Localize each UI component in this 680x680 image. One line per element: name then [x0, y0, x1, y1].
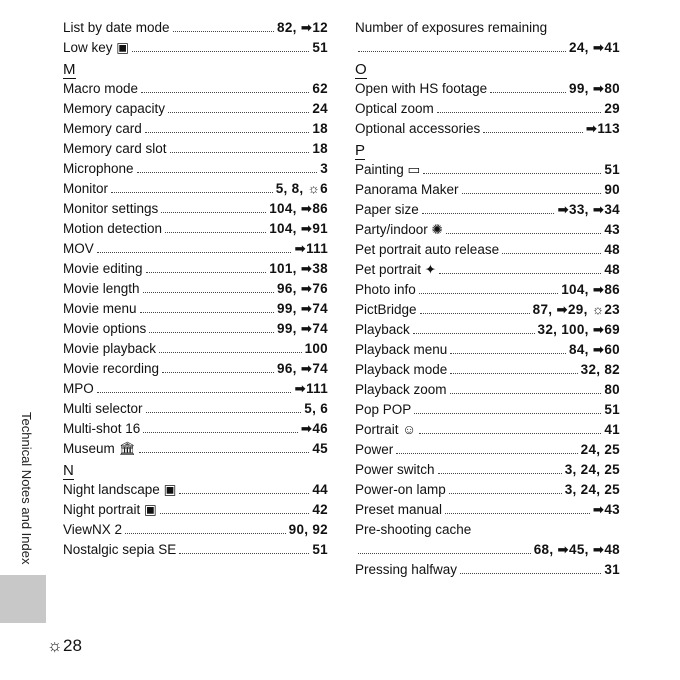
entry-pages: 41 [604, 422, 620, 437]
entry-pages: 32, 100, ➡69 [537, 322, 620, 337]
entry-pages: 68, ➡45, ➡48 [533, 542, 620, 557]
dot-leader [170, 152, 310, 153]
entry-label: Movie length [63, 281, 140, 296]
dot-leader [502, 253, 601, 254]
section-tab [0, 575, 46, 623]
index-entry [355, 180, 620, 200]
dot-leader [422, 213, 555, 214]
dot-leader [490, 92, 566, 93]
dot-leader [449, 493, 562, 494]
dot-leader [132, 51, 309, 52]
index-entry [355, 480, 620, 500]
entry-pages: ➡113 [585, 121, 620, 136]
entry-pages: 62 [312, 81, 328, 96]
index-entry [63, 439, 328, 459]
entry-label: Movie options [63, 321, 147, 336]
entry-pages: 18 [312, 141, 328, 156]
index-entry [63, 18, 328, 38]
index-entry [63, 79, 328, 99]
index-entry [63, 259, 328, 279]
index-entry [355, 160, 620, 180]
entry-label: Power switch [355, 462, 435, 477]
page-number [47, 636, 82, 656]
entry-label: Multi selector [63, 401, 143, 416]
index-entry [63, 119, 328, 139]
index-entry [355, 360, 620, 380]
dot-leader [143, 432, 297, 433]
entry-label: Movie playback [63, 341, 157, 356]
dot-leader [137, 172, 318, 173]
entry-pages: 101, ➡38 [269, 261, 328, 276]
index-entry [63, 520, 328, 540]
dot-leader [125, 533, 286, 534]
entry-pages: 45 [312, 441, 328, 456]
index-entry [355, 99, 620, 119]
dot-leader [143, 292, 275, 293]
section-side-label: Technical Notes and Index [19, 412, 34, 565]
dot-leader [146, 412, 302, 413]
entry-pages: 96, ➡76 [277, 281, 328, 296]
entry-label: Portrait ☺ [355, 422, 417, 437]
index-entry [355, 119, 620, 139]
dot-leader [450, 393, 602, 394]
dot-leader [358, 51, 566, 52]
dot-leader [141, 92, 309, 93]
dot-leader [446, 233, 602, 234]
entry-label: Open with HS footage [355, 81, 488, 96]
entry-label: Museum 🏛 [63, 441, 136, 456]
entry-label: Photo info [355, 282, 416, 297]
entry-pages: 99, ➡74 [277, 321, 328, 336]
entry-label: Power [355, 442, 394, 457]
entry-label: Preset manual [355, 502, 443, 517]
entry-label: Night landscape ▣ [63, 482, 177, 497]
entry-label: Microphone [63, 161, 134, 176]
dot-leader [414, 413, 601, 414]
index-entry [355, 79, 620, 99]
index-entry [355, 440, 620, 460]
dot-leader [145, 132, 310, 133]
entry-label: Macro mode [63, 81, 139, 96]
entry-label: ViewNX 2 [63, 522, 123, 537]
index-entry [355, 420, 620, 440]
entry-pages: 24, ➡41 [569, 40, 620, 55]
dot-leader [438, 473, 562, 474]
index-entry [355, 520, 620, 540]
entry-pages: 3 [320, 161, 328, 176]
entry-pages: 44 [312, 482, 328, 497]
index-entry [63, 399, 328, 419]
index-entry [63, 480, 328, 500]
dot-leader [445, 513, 590, 514]
dot-leader [413, 333, 535, 334]
index-entry [63, 239, 328, 259]
index-column-right [355, 18, 620, 580]
entry-pages: 31 [604, 562, 620, 577]
entry-label: Pop POP [355, 402, 412, 417]
index-letter-heading [355, 58, 620, 79]
entry-pages: 3, 24, 25 [564, 462, 620, 477]
dot-leader [437, 112, 602, 113]
dot-leader [450, 373, 577, 374]
index-column-left [63, 18, 328, 560]
dot-leader [460, 573, 601, 574]
dot-leader [396, 453, 577, 454]
entry-pages: 18 [312, 121, 328, 136]
index-entry [63, 219, 328, 239]
entry-label: Nostalgic sepia SE [63, 542, 177, 557]
index-entry [355, 380, 620, 400]
entry-pages: 29 [604, 101, 620, 116]
dot-leader [159, 352, 302, 353]
index-entry [355, 260, 620, 280]
index-entry [63, 159, 328, 179]
index-entry [355, 500, 620, 520]
entry-label: Memory capacity [63, 101, 166, 116]
entry-label: Number of exposures remaining [355, 20, 548, 35]
entry-pages: 51 [312, 40, 328, 55]
entry-pages: 3, 24, 25 [564, 482, 620, 497]
entry-label: MOV [63, 241, 94, 256]
entry-label: Pre-shooting cache [355, 522, 472, 537]
index-entry [355, 560, 620, 580]
index-entry [355, 220, 620, 240]
dot-leader [168, 112, 309, 113]
dot-leader [439, 273, 601, 274]
index-entry [63, 500, 328, 520]
entry-label: PictBridge [355, 302, 417, 317]
dot-leader [97, 392, 292, 393]
dot-leader [420, 313, 530, 314]
entry-label: Monitor settings [63, 201, 159, 216]
entry-label: Multi-shot 16 [63, 421, 141, 436]
reference-icon: ☼ [47, 636, 63, 655]
entry-label: Movie menu [63, 301, 137, 316]
index-entry [355, 400, 620, 420]
entry-pages: 104, ➡86 [269, 201, 328, 216]
entry-pages: 5, 8, ☼6 [275, 181, 328, 196]
entry-pages: 51 [604, 402, 620, 417]
dot-leader [162, 372, 274, 373]
entry-label: Movie editing [63, 261, 143, 276]
dot-leader [173, 31, 274, 32]
entry-label: Pressing halfway [355, 562, 458, 577]
entry-pages: 90, 92 [288, 522, 328, 537]
dot-leader [165, 232, 266, 233]
entry-label: Playback menu [355, 342, 448, 357]
index-entry [355, 320, 620, 340]
dot-leader [179, 493, 309, 494]
index-entry [63, 279, 328, 299]
entry-label: Pet portrait auto release [355, 242, 500, 257]
entry-pages: 99, ➡80 [569, 81, 620, 96]
index-entry [355, 460, 620, 480]
entry-pages: 5, 6 [304, 401, 328, 416]
dot-leader [146, 272, 267, 273]
index-letter-heading [355, 139, 620, 160]
index-entry [63, 299, 328, 319]
index-entry [63, 38, 328, 58]
entry-pages: ➡46 [300, 421, 328, 436]
entry-label: Night portrait ▣ [63, 502, 157, 517]
dot-leader [419, 293, 558, 294]
entry-pages: 24 [312, 101, 328, 116]
letter-text: O [355, 61, 367, 78]
entry-pages: 104, ➡91 [269, 221, 328, 236]
entry-label: MPO [63, 381, 94, 396]
entry-label: Movie recording [63, 361, 160, 376]
dot-leader [179, 553, 309, 554]
entry-pages: 48 [604, 242, 620, 257]
entry-pages: ➡43 [592, 502, 620, 517]
entry-pages: 32, 82 [580, 362, 620, 377]
index-entry [355, 240, 620, 260]
entry-pages: 51 [604, 162, 620, 177]
dot-leader [140, 312, 275, 313]
index-entry [355, 38, 620, 58]
entry-label: Playback zoom [355, 382, 447, 397]
dot-leader [97, 252, 292, 253]
entry-pages: 100 [304, 341, 328, 356]
index-entry [355, 300, 620, 320]
entry-pages: 90 [604, 182, 620, 197]
entry-pages: 96, ➡74 [277, 361, 328, 376]
page-number-text: 28 [63, 636, 82, 655]
entry-label: Low key ▣ [63, 40, 130, 55]
entry-pages: ➡111 [294, 241, 328, 256]
entry-label: Motion detection [63, 221, 163, 236]
entry-pages: 80 [604, 382, 620, 397]
index-entry [63, 419, 328, 439]
entry-pages: 24, 25 [580, 442, 620, 457]
dot-leader [161, 212, 266, 213]
entry-pages: 48 [604, 262, 620, 277]
entry-label: Playback mode [355, 362, 448, 377]
dot-leader [139, 452, 310, 453]
index-entry [63, 139, 328, 159]
dot-leader [358, 553, 531, 554]
index-letter-heading [63, 459, 328, 480]
index-entry [63, 339, 328, 359]
index-entry [63, 359, 328, 379]
index-entry [63, 379, 328, 399]
letter-text: P [355, 142, 366, 159]
entry-pages: 99, ➡74 [277, 301, 328, 316]
dot-leader [483, 132, 582, 133]
dot-leader [419, 433, 601, 434]
index-entry [63, 179, 328, 199]
entry-pages: ➡111 [294, 381, 328, 396]
entry-label: Power-on lamp [355, 482, 446, 497]
entry-pages: 84, ➡60 [569, 342, 620, 357]
entry-label: Painting ▭ [355, 162, 421, 177]
entry-label: List by date mode [63, 20, 170, 35]
entry-label: Optical zoom [355, 101, 434, 116]
dot-leader [450, 353, 566, 354]
entry-label: Optional accessories [355, 121, 481, 136]
index-entry [355, 200, 620, 220]
index-entry [355, 280, 620, 300]
index-entry [355, 540, 620, 560]
dot-leader [111, 192, 273, 193]
dot-leader [423, 173, 601, 174]
index-letter-heading [63, 58, 328, 79]
entry-label: Party/indoor ✺ [355, 222, 443, 237]
index-entry [63, 319, 328, 339]
entry-label: Paper size [355, 202, 419, 217]
entry-pages: ➡33, ➡34 [557, 202, 620, 217]
index-entry [355, 340, 620, 360]
entry-pages: 51 [312, 542, 328, 557]
entry-pages: 104, ➡86 [561, 282, 620, 297]
entry-pages: 42 [312, 502, 328, 517]
entry-pages: 43 [604, 222, 620, 237]
index-entry [63, 199, 328, 219]
entry-pages: 87, ➡29, ☼23 [532, 302, 620, 317]
entry-label: Playback [355, 322, 410, 337]
dot-leader [149, 332, 274, 333]
entry-label: Monitor [63, 181, 109, 196]
entry-label: Memory card [63, 121, 142, 136]
index-entry [355, 18, 620, 38]
entry-label: Memory card slot [63, 141, 167, 156]
letter-text: M [63, 61, 76, 78]
entry-label: Panorama Maker [355, 182, 459, 197]
index-entry [63, 99, 328, 119]
letter-text: N [63, 462, 74, 479]
index-entry [63, 540, 328, 560]
dot-leader [462, 193, 602, 194]
entry-label: Pet portrait ✦ [355, 262, 437, 277]
entry-pages: 82, ➡12 [277, 20, 328, 35]
dot-leader [160, 513, 310, 514]
